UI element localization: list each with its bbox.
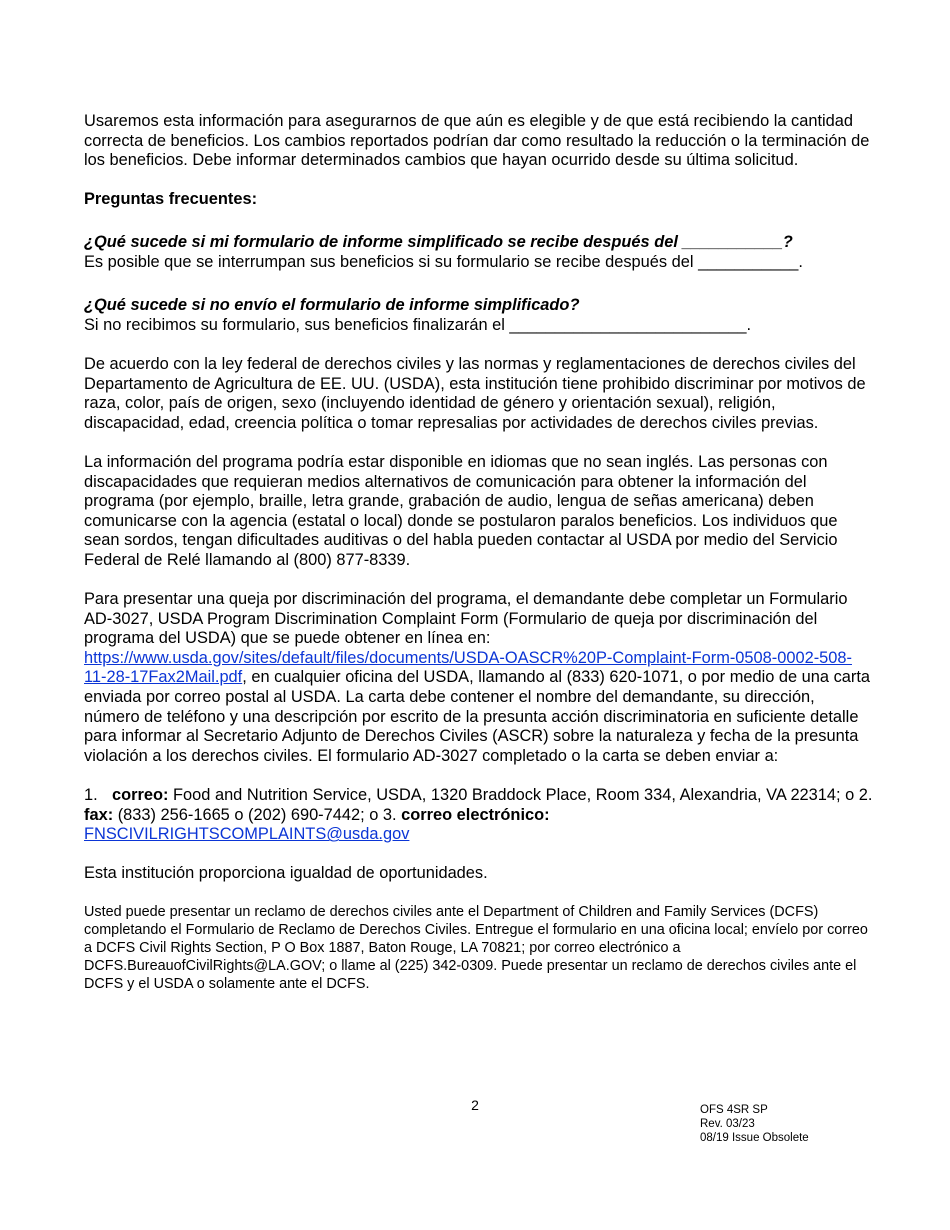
question-1: ¿Qué sucede si mi formulario de informe simplificado se recibe después del ___________? (84, 232, 793, 251)
fax-numbers: (833) 256-1665 o (202) 690-7442; o 3. (113, 805, 402, 824)
form-code-revision: Rev. 03/23 (700, 1118, 755, 1130)
fax-label: fax: (84, 805, 114, 824)
page-number: 2 (471, 1097, 479, 1113)
complaint-text-start: Para presentar una queja por discriminación del programa, el demandante debe completar un Formulario AD-3027, USDA Program Discrimination Complaint Form (Formulario de queja por discriminación del programa del USDA) que se puede obtener en línea en: (84, 590, 848, 648)
intro-paragraph: Usaremos esta información para asegurarnos de que aún es elegible y de que está recibiendo la cantidad correcta de beneficios. Los cambios reportados podrían dar como resultado la reducción o la terminación de los beneficios. Debe informar determinados cambios que hayan ocurrido desde su última solicitud. (84, 112, 870, 170)
complaint-paragraph (84, 590, 874, 766)
document-body (84, 112, 874, 993)
program-info-paragraph: La información del programa podría estar disponible en idiomas que no sean inglés. Las personas con discapacidades que requieran medios alternativos de comunicación para obtener la información del programa (por ejemplo, braille, letra grande, grabación de audio, lengua de señas americana) deben comunicarse con la agencia (estatal o local) donde se postularon paralos beneficios. Los individuos que sean sordos, tengan dificultades auditivas o del habla pueden contactar al USDA por medio del Servicio Federal de Relé llamando al (800) 877-8339. (84, 452, 838, 569)
complaint-text-end: , en cualquier oficina del USDA, llamando al (833) 620-1071, o por medio de una carta enviada por correo postal al USDA. La carta debe contener el nombre del demandante, su dirección, número de teléfono y una descripción por escrito de la presunta acción discriminatoria en suficiente detalle para informar al Secretario Adjunto de Derechos Civiles (ASCR) sobre la naturaleza y fecha de la presunta violación a los derechos civiles. El formulario AD-3027 completado o la carta se deben enviar a: (84, 668, 871, 765)
submission-methods (84, 786, 874, 845)
list-number: 1. (84, 786, 98, 804)
question-2: ¿Qué sucede si no envío el formulario de informe simplificado? (84, 296, 580, 315)
equal-opportunity-statement: Esta institución proporciona igualdad de oportunidades. (84, 864, 488, 883)
faq-heading: Preguntas frecuentes: (84, 190, 258, 209)
complaint-form-link[interactable]: https://www.usda.gov/sites/default/files/documents/USDA-OASCR%20P-Complaint-Form-0508-0002-508-11-28-17Fax2Mail.pdf (84, 648, 852, 687)
dcfs-notice: Usted puede presentar un reclamo de derechos civiles ante el Department of Children and Family Services (DCFS) completando el Formulario de Reclamo de Derechos Civiles. Entregue el formulario en una oficina local; envíelo por correo a DCFS Civil Rights Section, P O Box 1887, Baton Rouge, LA 70821; por correo electrónico a DCFS.BureauofCivilRights@LA.GOV; o llame al (225) 342-0309. Puede presentar un reclamo de derechos civiles ante el DCFS y el USDA o solamente ante el DCFS. (84, 903, 868, 992)
form-code-id: OFS 4SR SP (700, 1104, 768, 1116)
form-code (700, 1103, 809, 1145)
complaint-email-link[interactable]: FNSCIVILRIGHTSCOMPLAINTS@usda.gov (84, 825, 410, 844)
form-code-obsolete: 08/19 Issue Obsolete (700, 1132, 809, 1144)
answer-2: Si no recibimos su formulario, sus beneficios finalizarán el __________________________. (84, 315, 751, 334)
civil-rights-paragraph: De acuerdo con la ley federal de derechos civiles y las normas y reglamentaciones de derechos civiles del Departamento de Agricultura de EE. UU. (USDA), esta institución tiene prohibido discriminar por motivos de raza, color, país de origen, sexo (incluyendo identidad de género y orientación sexual), religión, discapacidad, edad, creencia política o tomar represalias por actividades de derechos civiles previas. (84, 354, 866, 432)
answer-1: Es posible que se interrumpan sus beneficios si su formulario se recibe después del ___________. (84, 252, 803, 271)
email-label: correo electrónico: (401, 805, 550, 824)
mail-label: correo: (112, 786, 169, 804)
mail-address: Food and Nutrition Service, USDA, 1320 Braddock Place, Room 334, Alexandria, VA 22314; o 2. (168, 786, 873, 804)
